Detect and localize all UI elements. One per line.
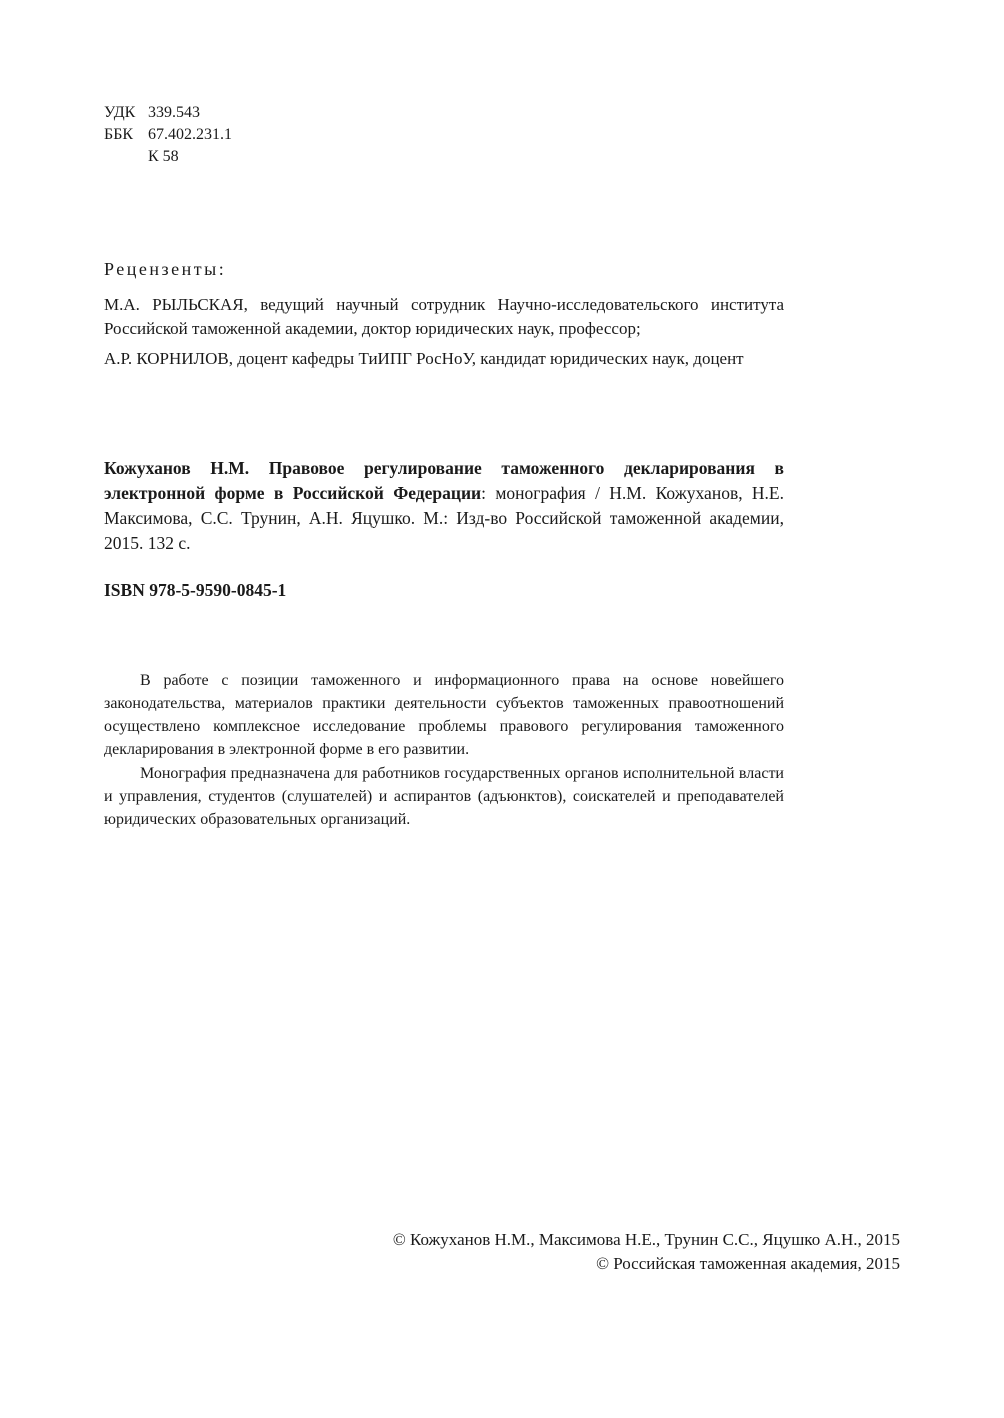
citation-details: : монография / Н.М. Кожуханов, Н.Е. Максимова, С.С. Трунин, А.Н. Яцушко. М.: Изд-во Российской таможенной академии, 2015. 132 с. <box>104 483 785 553</box>
reviewers-heading: Рецензенты: <box>104 259 227 279</box>
bbk-value: 67.402.231.1 <box>148 126 232 143</box>
reviewer-1: М.А. РЫЛЬСКАЯ, ведущий научный сотрудник Научно-исследовательского института Российской таможенной академии, доктор юридических наук, профессор; <box>104 295 784 338</box>
reviewer-2: А.Р. КОРНИЛОВ, доцент кафедры ТиИПГ РосНоУ, кандидат юридических наук, доцент <box>104 349 744 368</box>
bbk-row <box>104 124 232 146</box>
author-mark: К 58 <box>148 148 179 165</box>
udk-label: УДК <box>104 104 136 121</box>
udk-row <box>104 102 232 124</box>
copyright-authors: © Кожуханов Н.М., Максимова Н.Е., Трунин С.С., Яцушко А.Н., 2015 <box>392 1230 900 1249</box>
copyright-academy: © Российская таможенная академия, 2015 <box>596 1254 900 1273</box>
udk-value: 339.543 <box>148 104 200 121</box>
reviewers-section <box>104 257 784 377</box>
abstract-paragraph-2: Монография предназначена для работников государственных органов исполнительной власти и управления, студентов (слушателей) и аспирантов (адъюнктов), соискателей и преподавателей юридических образовательных организаций. <box>104 765 784 828</box>
copyright-block <box>393 1228 900 1276</box>
citation-title: Кожуханов Н.М. Правовое регулирование таможенного декларирования в электронной форме в Российской Федерации <box>104 458 784 503</box>
author-mark-row <box>104 146 232 168</box>
bbk-label: ББК <box>104 126 134 143</box>
isbn: ISBN 978-5-9590-0845-1 <box>104 580 287 600</box>
bibliographic-citation <box>104 456 784 556</box>
abstract-paragraph-1: В работе с позиции таможенного и информационного права на основе новейшего законодательства, материалов практики деятельности субъектов таможенных правоотношений осуществлено комплексное исследование проблемы правового регулирования таможенного декларирования в электронной форме в его развитии. <box>104 672 784 758</box>
classification-block <box>104 102 232 168</box>
abstract-section <box>104 669 784 832</box>
